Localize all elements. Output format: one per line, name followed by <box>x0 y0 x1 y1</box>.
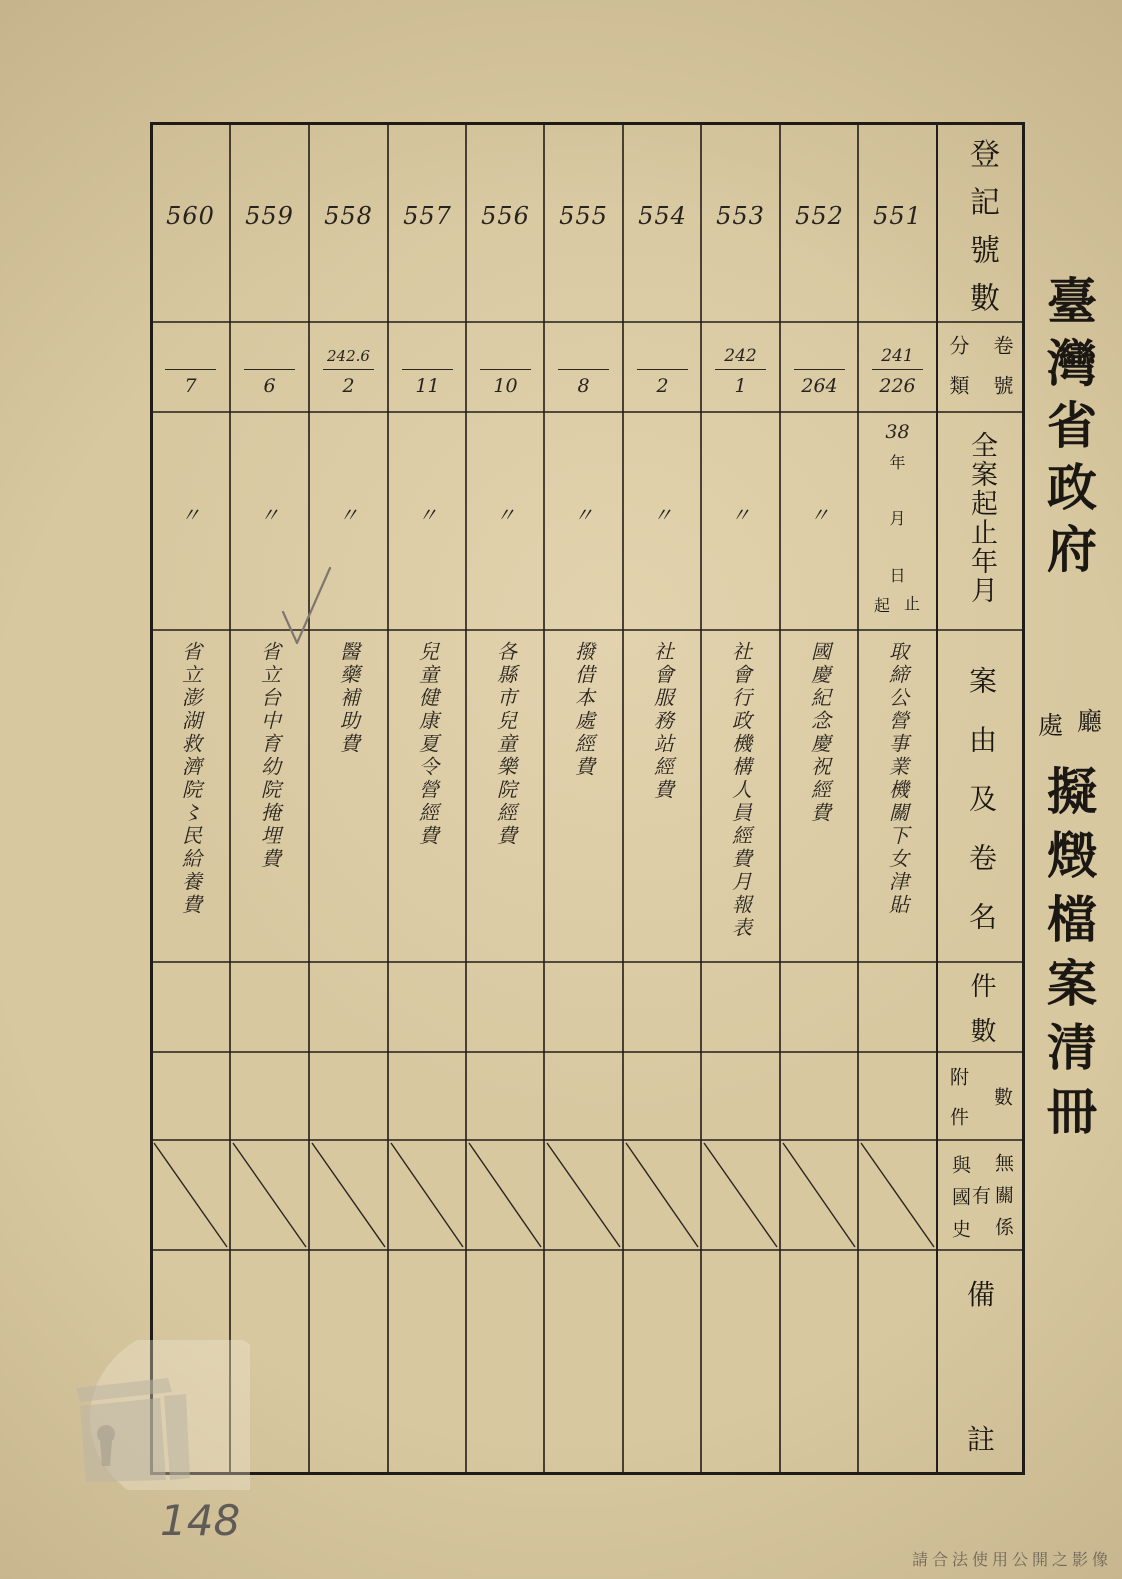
archive-entry-column <box>780 0 859 1579</box>
entry-fraction-line <box>402 369 453 370</box>
archive-entry-column <box>466 0 545 1579</box>
entry-fraction-line <box>872 369 923 370</box>
header-with-national-history: 與國史 <box>949 1155 971 1251</box>
entry-subject: 醫藥補助費 <box>336 641 361 756</box>
entry-number-upper: 241 <box>881 346 914 366</box>
entry-number-lower: 10 <box>493 375 518 397</box>
entry-registration-number: 556 <box>481 202 530 230</box>
entry-number-lower: 11 <box>415 375 440 397</box>
archive-entry-column <box>701 0 780 1579</box>
header-classification: 分類 <box>946 335 970 415</box>
entry-period-ditto: 〃 <box>495 503 516 527</box>
header-attachment-count: 數 <box>991 1087 1013 1106</box>
entry-number-lower: 8 <box>577 375 590 397</box>
header-remarks-bottom: 註 <box>967 1423 996 1456</box>
entry-subject: 各縣市兒童樂院經費 <box>493 641 518 848</box>
usage-watermark-text: 請合法使用公開之影像 <box>912 1550 1113 1569</box>
entry-period-start: 起 <box>873 596 890 615</box>
entry-registration-number: 553 <box>716 202 765 230</box>
entry-registration-number: 552 <box>795 202 844 230</box>
header-subject: 案由及卷名 <box>965 666 998 961</box>
header-case-period: 全案起止年月 <box>966 431 997 605</box>
entry-subject: 撥借本處經費 <box>571 641 596 779</box>
archive-watermark-logo <box>40 1340 250 1490</box>
entry-period-month-unit: 月 <box>889 509 906 528</box>
entry-fraction-line <box>323 369 374 370</box>
department-option-chu: 處 <box>1038 711 1064 740</box>
entry-number-upper: 242.6 <box>327 347 370 365</box>
header-relation-yes: 有 <box>972 1185 992 1207</box>
header-registration-number: 登記號數 <box>964 138 999 330</box>
entry-fraction-line <box>244 369 295 370</box>
archive-entry-column <box>858 0 937 1579</box>
entry-subject: 兒童健康夏令營經費 <box>415 641 440 848</box>
entry-number-lower: 7 <box>184 375 197 397</box>
entry-registration-number: 558 <box>324 202 373 230</box>
entry-subject: 取締公營事業機關下女津貼 <box>885 641 910 917</box>
entry-number-lower: 2 <box>656 375 669 397</box>
header-volume-number: 卷號 <box>990 335 1014 415</box>
header-attachment: 附件 <box>947 1067 969 1147</box>
archive-entry-column <box>309 0 388 1579</box>
document-title: 臺灣省政府 <box>1039 275 1098 585</box>
entry-subject: 國慶紀念慶祝經費 <box>807 641 832 825</box>
entry-subject: 省立台中育幼院掩埋費 <box>257 641 282 871</box>
header-remarks-top: 備 <box>967 1278 996 1311</box>
entry-period-ditto: 〃 <box>652 503 673 527</box>
entry-subject: 省立澎湖救濟院〻民給養費 <box>178 641 203 917</box>
header-relation-no: 無關係 <box>992 1153 1014 1249</box>
archive-entry-column <box>623 0 702 1579</box>
entry-registration-number: 551 <box>873 202 922 230</box>
entry-subject: 社會行政機構人員經費月報表 <box>728 641 753 940</box>
entry-number-lower: 2 <box>342 375 355 397</box>
entry-fraction-line <box>637 369 688 370</box>
entry-period-ditto: 〃 <box>259 503 280 527</box>
entry-period-year-unit: 年 <box>889 453 906 472</box>
entry-registration-number: 559 <box>245 202 294 230</box>
entry-fraction-line <box>558 369 609 370</box>
entry-number-lower: 1 <box>734 375 747 397</box>
entry-period-ditto: 〃 <box>180 503 201 527</box>
entry-registration-number: 557 <box>403 202 452 230</box>
archive-entry-column <box>388 0 467 1579</box>
department-option-ting: 廳 <box>1077 707 1103 736</box>
entry-fraction-line <box>715 369 766 370</box>
page-number: 148 <box>160 1496 241 1545</box>
entry-fraction-line <box>794 369 845 370</box>
entry-period-end: 止 <box>903 594 920 613</box>
entry-number-lower: 226 <box>879 375 916 397</box>
entry-number-upper: 242 <box>724 346 757 366</box>
archive-entry-column <box>544 0 623 1579</box>
entry-registration-number: 555 <box>559 202 608 230</box>
entry-registration-number: 554 <box>638 202 687 230</box>
entry-fraction-line <box>480 369 531 370</box>
entry-fraction-line <box>165 369 216 370</box>
entry-period-ditto: 〃 <box>809 503 830 527</box>
form-title: 擬燬檔案清冊 <box>1039 765 1098 1149</box>
entry-subject: 社會服務站經費 <box>650 641 675 802</box>
header-item-count: 件數 <box>966 972 996 1062</box>
entry-period-ditto: 〃 <box>417 503 438 527</box>
entry-period-year: 38 <box>885 421 910 443</box>
entry-period-ditto: 〃 <box>338 503 359 527</box>
entry-number-lower: 264 <box>801 375 838 397</box>
entry-registration-number: 560 <box>166 202 215 230</box>
entry-period-day-unit: 日 <box>889 566 906 585</box>
entry-number-lower: 6 <box>263 375 276 397</box>
entry-period-ditto: 〃 <box>730 503 751 527</box>
entry-period-ditto: 〃 <box>573 503 594 527</box>
